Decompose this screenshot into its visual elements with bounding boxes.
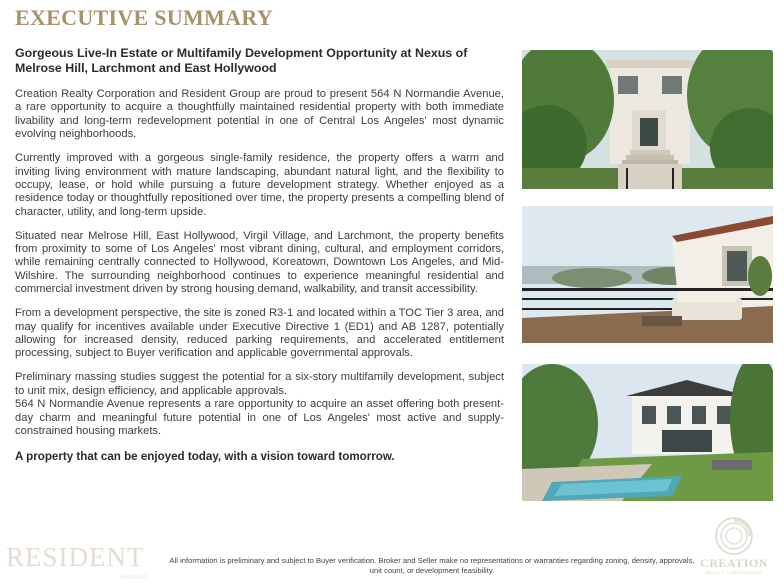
disclaimer: All information is preliminary and subject to Buyer verification. Broker and Seller make no representations or warranties regarding zoning, density, approvals, unit count, or development feasibility.: [169, 556, 695, 575]
creation-logo: [694, 516, 774, 575]
paragraph-conclusion: 564 N Normandie Avenue represents a rare opportunity to acquire an asset offering both present-day charm and meaningful future potential in one of Los Angeles' most active and supply-constrained housing markets.: [15, 398, 504, 437]
house-front-photo: [522, 50, 773, 189]
summary-content: [15, 46, 504, 463]
paragraph-massing: Preliminary massing studies suggest the potential for a six-story multifamily development, subject to unit mix, design efficiency, and applicable approvals.: [15, 371, 504, 397]
paragraph-location: Situated near Melrose Hill, East Hollywood, Virgil Village, and Larchmont, the property benefits from proximity to some of Los Angeles' most vibrant dining, cultural, and employment corridors, while remaining centrally connected to Hollywood, Koreatown, Downtown Los Angeles, and Mid-Wilshire. The surrounding neighborhood continues to experience meaningful residential and commercial investment driven by strong housing demand, walkability, and transit accessibility.: [15, 229, 504, 296]
tagline: A property that can be enjoyed today, with a vision toward tomorrow.: [15, 450, 395, 464]
resident-group-logo: RESIDENT: [6, 542, 145, 572]
page-title: EXECUTIVE SUMMARY: [15, 5, 273, 30]
rooftop-patio-photo: [522, 206, 773, 343]
paragraph-current-use: Currently improved with a gorgeous single-family residence, the property offers a warm and inviting living environment with mature landscaping, abundant natural light, and the flexibility to occupy, lease, or hold while pursuing a future development strategy. Whether enjoyed as a residence today or thoughtfully repositioned over time, the property presents a compelling blend of character, utility, and long-term upside.: [15, 152, 504, 218]
resident-group-logo-sub: GROUP: [120, 575, 148, 581]
creation-logo-sub: REALTY CORPORATION: [705, 570, 763, 575]
creation-emblem-icon: [714, 516, 754, 556]
creation-logo-name: CREATION: [700, 556, 768, 570]
backyard-pool-photo: [522, 364, 773, 501]
summary-subheading: Gorgeous Live-In Estate or Multifamily Development Opportunity at Nexus of Melrose Hill, Larchmont and East Hollywood: [15, 46, 468, 75]
paragraph-development: From a development perspective, the site is zoned R3-1 and located within a TOC Tier 3 area, and may qualify for incentives available under Executive Directive 1 (ED1) and AB 1287, potentially allowing for increased density, reduced parking requirements, and accelerated entitlement processing, subject to Buyer verification and applicable governmental approvals.: [15, 307, 504, 360]
paragraph-intro: Creation Realty Corporation and Resident Group are proud to present 564 N Normandie Avenue, a rare opportunity to acquire a thoughtfully maintained residential property with both immediate livability and long-term redevelopment potential in one of Central Los Angeles' most dynamic evolving neighborhoods.: [15, 88, 504, 141]
